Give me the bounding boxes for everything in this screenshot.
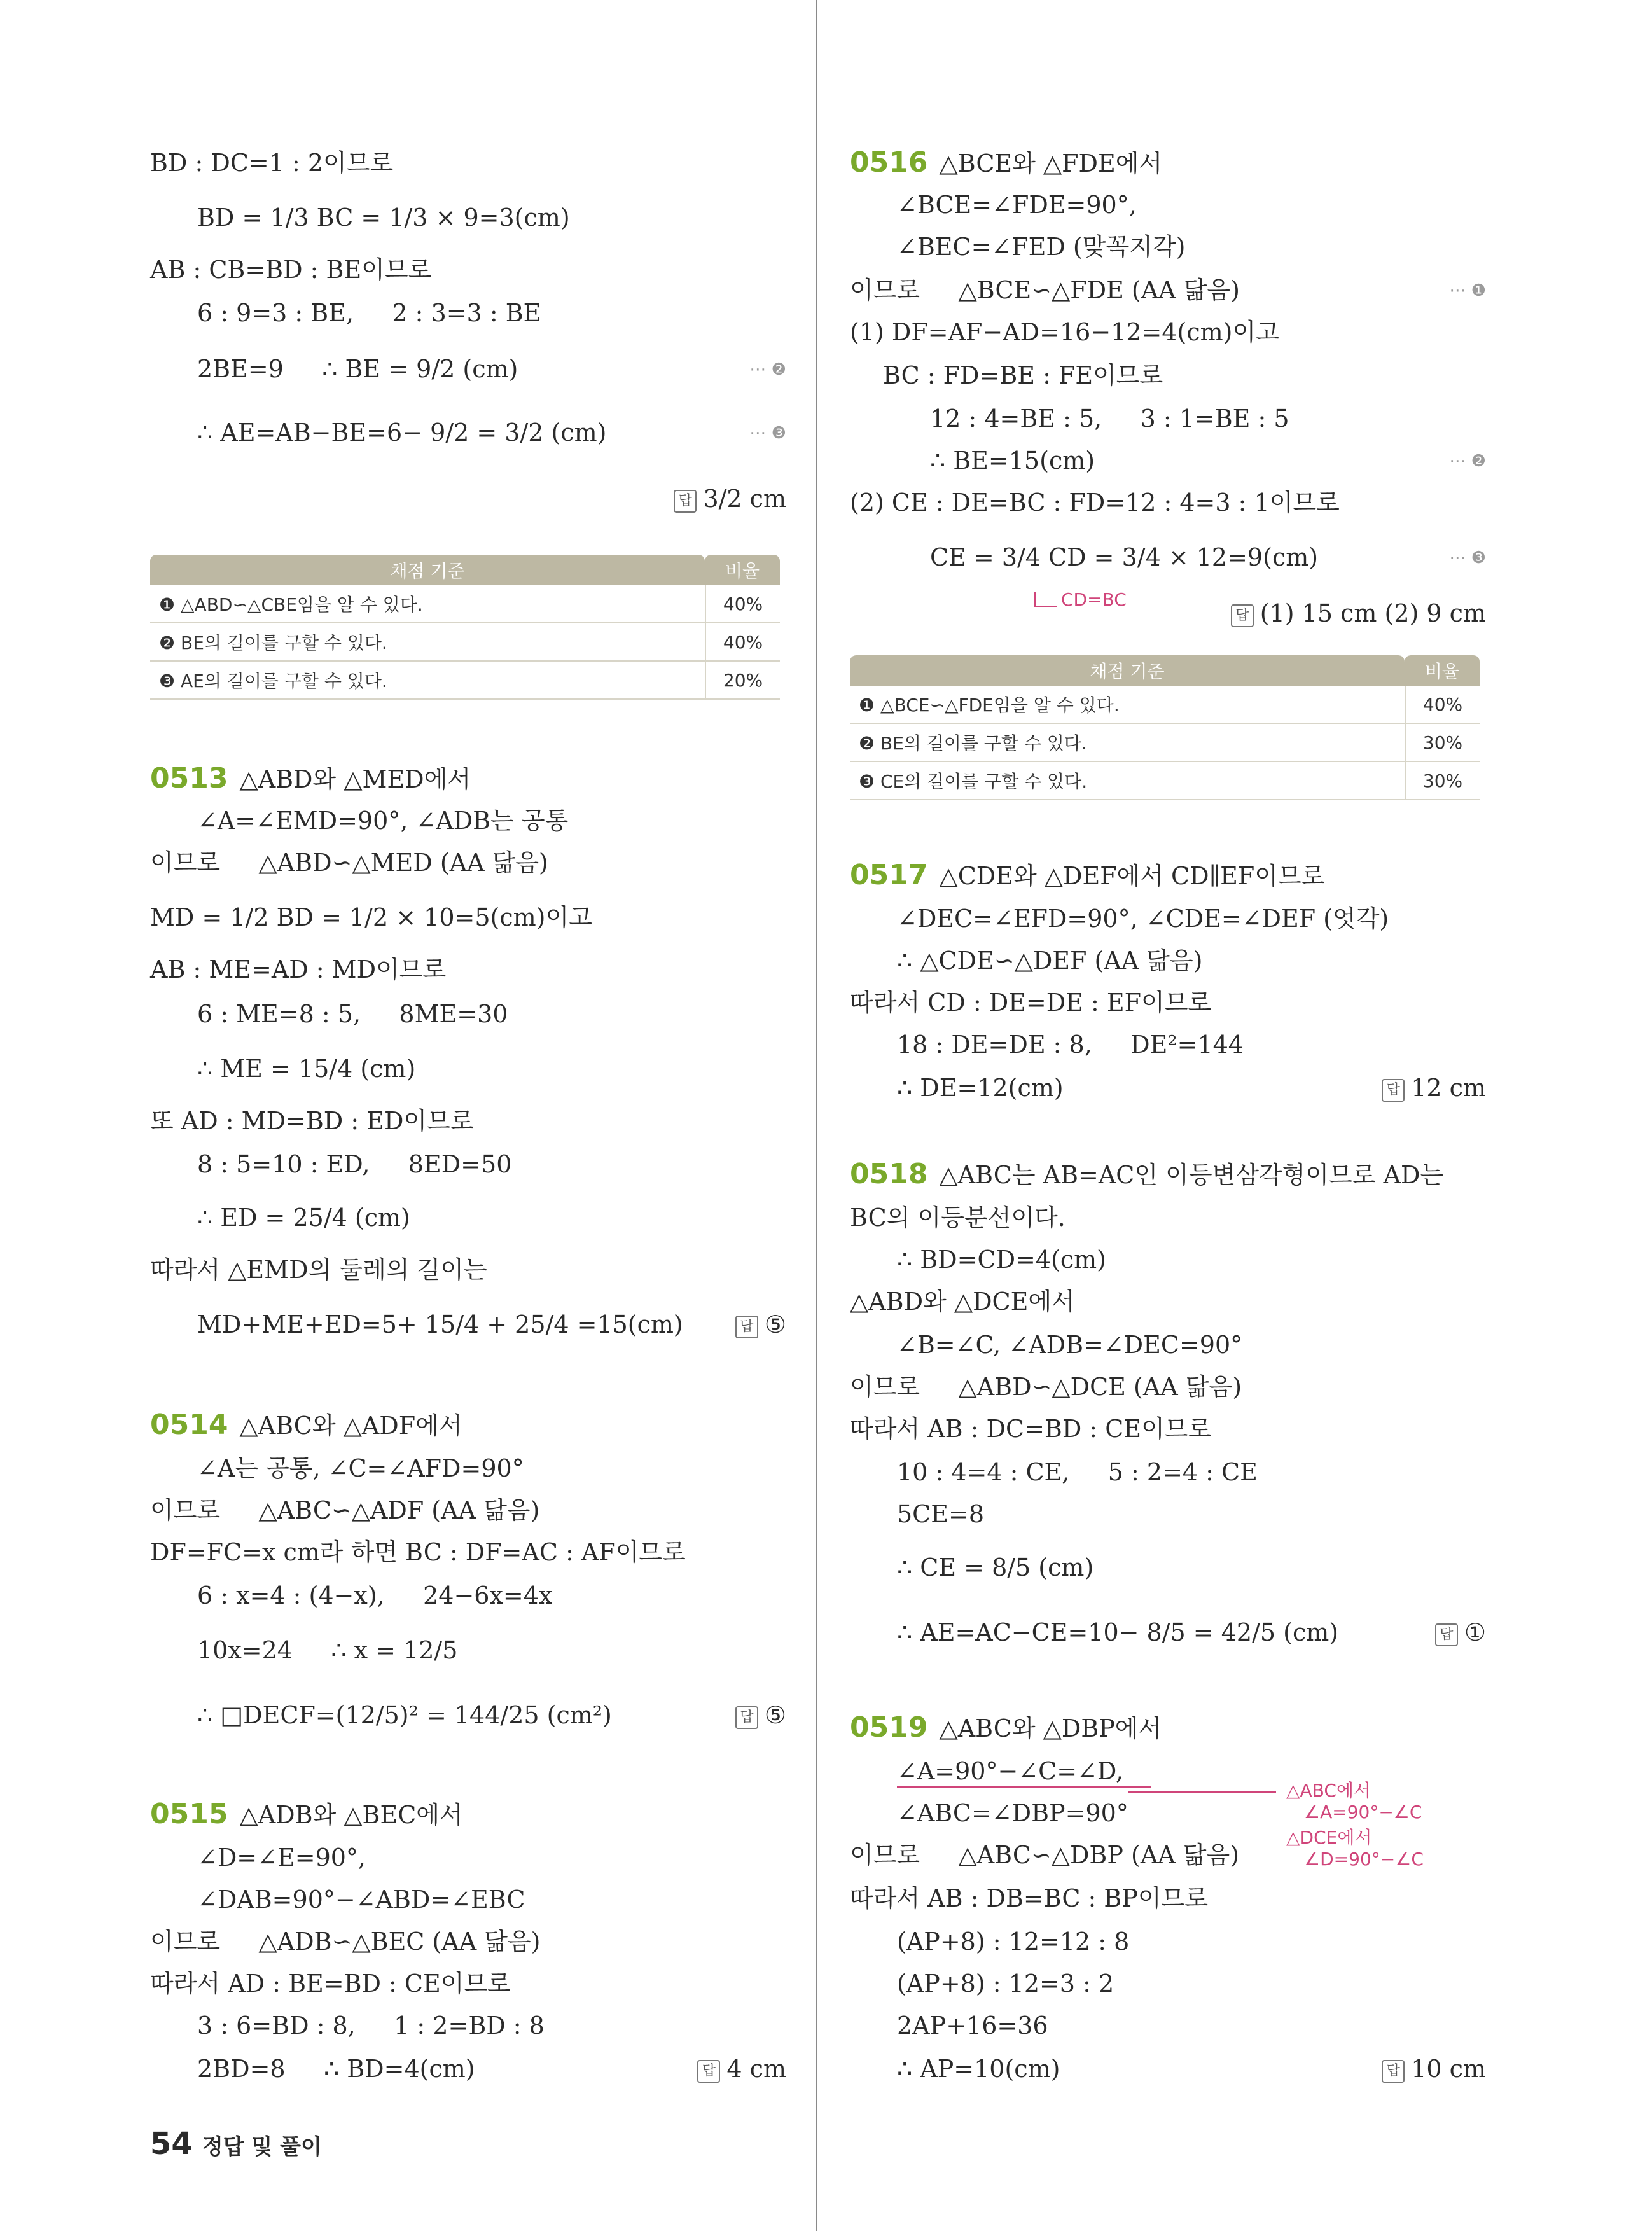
solution-line: BD : DC=1 : 2이므로 (150, 149, 394, 177)
solution-line: 6 : x=4 : (4−x), 24−6x=4x (197, 1581, 553, 1609)
ratio-header: 비율 (705, 555, 780, 585)
solution-line: (2) CE : DE=BC : FD=12 : 4=3 : 1이므로 (850, 489, 1340, 517)
step-marker: ⋯ ❷ (749, 360, 786, 379)
solution-line: BC : FD=BE : FE이므로 (883, 361, 1163, 389)
annotation-line (1128, 1791, 1276, 1793)
solution-line: ∠ABC=∠DBP=90° (897, 1799, 1128, 1827)
solution-line: ∠D=∠E=90°, (197, 1844, 366, 1872)
table-row: ❶ △ABD∽△CBE임을 알 수 있다. 40% (150, 585, 780, 623)
table-row: ❸ CE의 길이를 구할 수 있다. 30% (850, 762, 1480, 800)
step-marker: ⋯ ❸ (749, 424, 786, 443)
solution-line: 따라서 AB : DB=BC : BP이므로 (850, 1884, 1209, 1912)
annotation-line (1034, 606, 1057, 607)
solution-line: 8 : 5=10 : ED, 8ED=50 (197, 1150, 512, 1178)
problem-0514: 0514 △ABC와 △ADF에서 (150, 1408, 462, 1441)
page-number: 54 (150, 2126, 193, 2162)
answer-icon: 답 (674, 490, 697, 513)
solution-line: 3 : 6=BD : 8, 1 : 2=BD : 8 (197, 2012, 545, 2040)
solution-line: 이므로 △BCE∽△FDE (AA 닮음) (850, 276, 1240, 304)
answer: 답 ⑤ (735, 1700, 786, 1730)
criteria-header: 채점 기준 (150, 555, 705, 585)
solution-line: 따라서 CD : DE=DE : EF이므로 (850, 989, 1212, 1017)
solution-line: ∴ DE=12(cm) (897, 1074, 1064, 1102)
grading-criteria-table (150, 555, 780, 700)
solution-line: 따라서 AD : BE=BD : CE이므로 (150, 1970, 511, 1998)
answer-icon: 답 (735, 1706, 758, 1729)
solution-line: 10x=24 ∴ x = 12/5 (197, 1636, 458, 1664)
solution-line: ∴ AP=10(cm) (897, 2055, 1060, 2083)
solution-line: ∴ ME = 15/4 (cm) (197, 1055, 416, 1083)
solution-line: (AP+8) : 12=3 : 2 (897, 1970, 1114, 1998)
annotation: ∠A=90°−∠C (1304, 1802, 1422, 1823)
solution-line: (1) DF=AF−AD=16−12=4(cm)이고 (850, 318, 1279, 346)
answer: 답 ⑤ (735, 1309, 786, 1340)
page-footer (150, 2126, 322, 2162)
criteria-header: 채점 기준 (850, 655, 1405, 686)
annotation-line (1034, 592, 1036, 607)
answer: 답 12 cm (1382, 1073, 1486, 1103)
problem-0513: 0513 △ABD와 △MED에서 (150, 762, 471, 795)
solution-line: ∠A는 공통, ∠C=∠AFD=90° (197, 1454, 524, 1482)
step-marker: ⋯ ❸ (1449, 548, 1486, 567)
solution-line: ∴ ED = 25/4 (cm) (197, 1204, 410, 1232)
solution-line: MD+ME+ED=5+ 15/4 + 25/4 =15(cm) (197, 1310, 683, 1338)
problem-number: 0513 (150, 762, 228, 795)
footer-label: 정답 및 풀이 (202, 2134, 322, 2160)
solution-line: 5CE=8 (897, 1500, 985, 1528)
answer-icon: 답 (697, 2060, 720, 2083)
problem-number: 0514 (150, 1408, 228, 1441)
solution-line: ∴ BE=15(cm) (930, 447, 1095, 475)
solution-line: 이므로 △ABC∽△DBP (AA 닮음) (850, 1841, 1240, 1869)
solution-line: 따라서 AB : DC=BD : CE이므로 (850, 1415, 1212, 1443)
solution-line: 12 : 4=BE : 5, 3 : 1=BE : 5 (930, 405, 1289, 433)
solution-line: AB : ME=AD : MD이므로 (150, 956, 447, 983)
problem-number: 0515 (150, 1798, 228, 1830)
answer: 답 10 cm (1382, 2054, 1486, 2084)
solution-line: ∴ △CDE∽△DEF (AA 닮음) (897, 947, 1203, 975)
solution-line: 또 AD : MD=BD : ED이므로 (150, 1107, 474, 1135)
answer: 답 3/2 cm (674, 483, 786, 514)
problem-0518: 0518 △ABC는 AB=AC인 이등변삼각형이므로 AD는 (850, 1158, 1444, 1190)
solution-line: (AP+8) : 12=12 : 8 (897, 1928, 1130, 1956)
solution-line: 이므로 △ABD∽△MED (AA 닮음) (150, 849, 548, 877)
problem-number: 0519 (850, 1711, 928, 1744)
answer: 답 4 cm (697, 2054, 786, 2084)
problem-0517: 0517 △CDE와 △DEF에서 CD∥EF이므로 (850, 859, 1325, 891)
answer-icon: 답 (1382, 2060, 1405, 2083)
grading-criteria-table (850, 655, 1480, 800)
solution-line: 18 : DE=DE : 8, DE²=144 (897, 1031, 1244, 1059)
solution-line: 6 : ME=8 : 5, 8ME=30 (197, 1000, 508, 1028)
solution-line: 이므로 △ABD∽△DCE (AA 닮음) (850, 1373, 1242, 1401)
step-marker: ⋯ ❷ (1449, 452, 1486, 471)
solution-line: ∴ CE = 8/5 (cm) (897, 1553, 1094, 1581)
answer-icon: 답 (1435, 1623, 1458, 1646)
solution-line: ∠BEC=∠FED (맞꼭지각) (897, 233, 1186, 261)
table-row: ❶ △BCE∽△FDE임을 알 수 있다. 40% (850, 686, 1480, 724)
answer-icon: 답 (735, 1316, 758, 1338)
solution-line: 이므로 △ABC∽△ADF (AA 닮음) (150, 1496, 540, 1524)
solution-line: DF=FC=x cm라 하면 BC : DF=AC : AF이므로 (150, 1538, 686, 1566)
answer: 답 ① (1435, 1617, 1486, 1648)
solution-line: BD = 1/3 BC = 1/3 × 9=3(cm) (197, 204, 570, 232)
solution-line: 2BD=8 ∴ BD=4(cm) (197, 2055, 475, 2083)
solution-line: 따라서 △EMD의 둘레의 길이는 (150, 1256, 487, 1284)
solution-line: AB : CB=BD : BE이므로 (150, 256, 432, 284)
column-divider (816, 0, 817, 2231)
solution-line: ∠B=∠C, ∠ADB=∠DEC=90° (897, 1331, 1243, 1359)
solution-line: ∠BCE=∠FDE=90°, (897, 191, 1137, 219)
problem-number: 0517 (850, 859, 928, 891)
annotation: △DCE에서 (1286, 1827, 1372, 1848)
left-column (150, 0, 786, 2231)
table-row: ❷ BE의 길이를 구할 수 있다. 30% (850, 724, 1480, 762)
solution-line: ∴ AE=AB−BE=6− 9/2 = 3/2 (cm) (197, 419, 607, 447)
solution-line: ∠DAB=90°−∠ABD=∠EBC (197, 1886, 525, 1914)
solution-line: ∠A=∠EMD=90°, ∠ADB는 공통 (197, 807, 569, 835)
solution-line: ∴ BD=CD=4(cm) (897, 1246, 1107, 1274)
solution-line: ∴ AE=AC−CE=10− 8/5 = 42/5 (cm) (897, 1618, 1339, 1646)
solution-line: 2AP+16=36 (897, 2012, 1048, 2040)
solution-line: △ABD와 △DCE에서 (850, 1288, 1075, 1316)
step-marker: ⋯ ❶ (1449, 281, 1486, 300)
problem-0515: 0515 △ADB와 △BEC에서 (150, 1798, 463, 1830)
solution-line: ∴ □DECF=(12/5)² = 144/25 (cm²) (197, 1701, 612, 1729)
table-row: ❸ AE의 길이를 구할 수 있다. 20% (150, 662, 780, 700)
answer-icon: 답 (1231, 604, 1254, 627)
answer-icon: 답 (1382, 1079, 1405, 1102)
solution-line: ∠DEC=∠EFD=90°, ∠CDE=∠DEF (엇각) (897, 905, 1389, 933)
solution-line: 이므로 △ADB∽△BEC (AA 닮음) (150, 1928, 541, 1956)
annotation: △ABC에서 (1286, 1780, 1371, 1801)
annotation: CD=BC (1061, 589, 1127, 610)
solution-line: CE = 3/4 CD = 3/4 × 12=9(cm) (930, 543, 1319, 571)
problem-number: 0516 (850, 146, 928, 179)
right-column (850, 0, 1486, 2231)
annotation: ∠D=90°−∠C (1304, 1849, 1424, 1870)
solution-line: BC의 이등분선이다. (850, 1204, 1065, 1232)
ratio-header: 비율 (1405, 655, 1480, 686)
problem-0516: 0516 △BCE와 △FDE에서 (850, 146, 1163, 179)
solution-line: 6 : 9=3 : BE, 2 : 3=3 : BE (197, 299, 541, 327)
solution-line: MD = 1/2 BD = 1/2 × 10=5(cm)이고 (150, 903, 592, 931)
table-row: ❷ BE의 길이를 구할 수 있다. 40% (150, 623, 780, 662)
solution-line: 2BE=9 ∴ BE = 9/2 (cm) (197, 355, 518, 383)
problem-number: 0518 (850, 1158, 928, 1190)
answer: 답 (1) 15 cm (2) 9 cm (1231, 598, 1486, 629)
annotation-line (897, 1786, 1151, 1788)
problem-0519: 0519 △ABC와 △DBP에서 (850, 1711, 1162, 1744)
solution-line: 10 : 4=4 : CE, 5 : 2=4 : CE (897, 1458, 1258, 1486)
solution-line: ∠A=90°−∠C=∠D, (897, 1757, 1124, 1785)
